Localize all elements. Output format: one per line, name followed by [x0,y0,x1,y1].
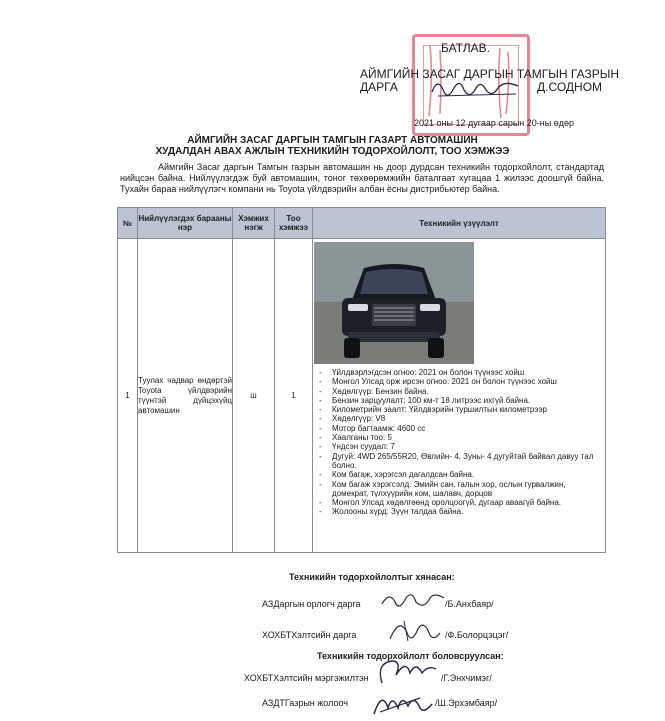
check-role-1: АЗДаргын орлогч дарга [262,599,361,609]
check-name-2: /Ф.Болорцэцэг/ [445,630,509,640]
spec-item: - Хөдөлгүүр: Бензин байна. [319,387,601,396]
prep-role-2: АЗДТГазрын жолооч [262,698,348,708]
spec-item: - Монгол Улсад хөдөлгөөнд оролцоогүй, дугаар аваагүй байна. [319,498,601,507]
spec-item: - Монгол Улсад орж ирсэн огноо: 2021 он болон түүнээс хойш [319,377,601,386]
prep-name-2: /Ш.Эрхэмбаяр/ [435,698,498,708]
signature-enkhchimeg [374,655,440,689]
col-header-unit: Хэмжих нэгж [233,208,275,239]
cell-spec [313,239,606,553]
suv-illustration [314,242,474,364]
cell-no: 1 [118,239,138,553]
spec-item: - Ком багаж хэрэгсэлд: Эмийн сан, галын хор, ослын гурвалжин, домекрат, түлхүүрийн ком, шалавч, дорцов [319,480,601,499]
signature-erkhembayar [370,688,436,720]
spec-item: - Жолооны хүрд: Зүүн талдаа байна. [319,507,601,516]
spec-item: - Бензин зарцуулалт: 100 км-т 18 литрээс ихгүй байна. [319,396,601,405]
prep-title: Техникийн тодорхойлолт боловсруулсан: [317,651,504,661]
approval-date: 2021 оны 12 дугаар сарын 20-ны өдөр [414,118,574,128]
document-title-line1: АЙМГИЙН ЗАСАГ ДАРГЫН ТАМГЫН ГАЗАРТ АВТОМАШИН [187,135,478,146]
spec-item: - Үйлдвэрлэгдсэн огноо: 2021 он болон түүнээс хойш [319,368,601,377]
cell-qty: 1 [275,239,313,553]
check-role-2: ХОХБТХэлтсийн дарга [262,630,357,640]
approval-org: АЙМГИЙН ЗАСАГ ДАРГЫН ТАМГЫН ГАЗРЫН [360,67,620,81]
table-row [118,239,606,553]
prep-role-1: ХОХБТХэлтсийн мэргэжилтэн [244,673,369,683]
approval-signature [428,74,524,102]
spec-item: - Хөдөлгүүр: V8 [319,414,601,423]
signature-bolortsetseg [384,615,444,645]
spec-item: - Ком багаж, хэрэгсэл дагалдсан байна. [319,470,601,479]
col-header-no: № [118,208,138,239]
check-title: Техникийн тодорхойлолтыг хянасан: [289,572,455,582]
approval-position: ДАРГА [360,80,398,94]
table-header-row [118,208,606,239]
car-photo [314,242,474,364]
col-header-qty: Тоо хэмжээ [275,208,313,239]
col-header-name: Нийлүүлэгдэх барааны нэр [138,208,233,239]
cell-name: Туулах чадвар өндөртэй Toyota үйлдвэрийн түүнтэй дүйцэхүйц автомашин [138,239,233,553]
approval-name: Д.СОДНОМ [537,80,603,94]
spec-list [319,368,601,517]
intro-paragraph: Аймгийн Засаг даргын Тамгын газрын автомашин нь доор дурдсан техникийн тодорхойлолт, стандартад нийцсэн байна. Нийлүүлэгдэж буй автомашин, тоног төхөөрөмжийн баталгаат хугацаа 1 жилээс доошгүй байна. Тухайн бараа нийлүүлэгч компани нь Toyota үйлдвэрийн албан ёсны дистрибьютер байна. [120,162,604,194]
prep-name-1: /Г.Энхчимэг/ [441,673,492,683]
approval-label: БАТЛАВ. [441,41,490,55]
document-title-line2: ХУДАЛДАН АВАХ АЖЛЫН ТЕХНИКИЙН ТОДОРХОЙЛОЛТ, ТОО ХЭМЖЭЭ [155,146,510,157]
spec-item: - Үндсэн суудал: 7 [319,442,601,451]
spec-item: - Километрийн заалт: Үйлдвэрийн туршилтын километрээр [319,405,601,414]
check-name-1: /Б.Анхбаяр/ [445,599,494,609]
spec-item: - Дугуй: 4WD 265/55R20, Өвлийн- 4, Зуны- 4 дугуйтай байвал давуу тал болно. [319,452,601,471]
cell-unit: ш [233,239,275,553]
col-header-spec: Техникийн үзүүлэлт [313,208,606,239]
signature-ankhbayar [378,588,448,612]
spec-item: - Хаалганы тоо: 5 [319,433,601,442]
specification-table [117,207,606,553]
spec-item: - Мотор багтаамж: 4600 сс [319,424,601,433]
